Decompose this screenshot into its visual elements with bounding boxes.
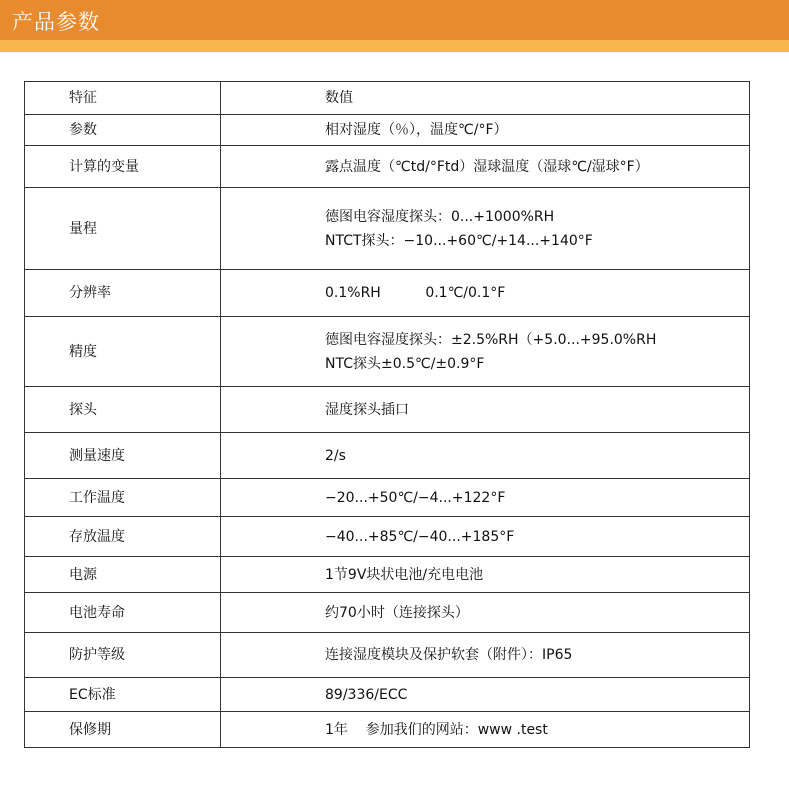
row-value: −20...+50℃/−4...+122°F (221, 479, 750, 517)
row-value: 1节9V块状电池/充电电池 (221, 557, 750, 593)
row-key: 保修期 (25, 712, 221, 748)
row-key: 探头 (25, 387, 221, 433)
table-row (25, 593, 750, 633)
row-value: 相对湿度（％），温度℃/°F） (221, 115, 750, 146)
row-value: 露点温度（℃td/°Ftd）湿球温度（湿球℃/湿球°F） (221, 146, 750, 188)
row-key: 特征 (25, 82, 221, 115)
row-key: 测量速度 (25, 433, 221, 479)
table-row (25, 557, 750, 593)
row-key: 计算的变量 (25, 146, 221, 188)
header-accent-bar (0, 40, 789, 52)
row-value: 1年 参加我们的网站：www .test (221, 712, 750, 748)
table-row (25, 188, 750, 270)
row-value: 数值 (221, 82, 750, 115)
row-value: 89/336/ECC (221, 678, 750, 712)
row-key: 参数 (25, 115, 221, 146)
row-value: 德图电容湿度探头：0...+1000%RH NTCT探头：−10...+60℃/+14...+140°F (221, 188, 750, 270)
spec-table (24, 81, 750, 748)
table-row (25, 115, 750, 146)
row-value: 约70小时（连接探头） (221, 593, 750, 633)
row-key: 工作温度 (25, 479, 221, 517)
table-row (25, 678, 750, 712)
row-key: 量程 (25, 188, 221, 270)
table-row (25, 712, 750, 748)
table-row (25, 479, 750, 517)
section-title: 产品参数 (12, 10, 100, 34)
section-header (0, 0, 789, 40)
row-key: 精度 (25, 317, 221, 387)
row-value: 0.1%RH 0.1℃/0.1°F (221, 270, 750, 317)
row-value: 2/s (221, 433, 750, 479)
table-row (25, 433, 750, 479)
table-row (25, 517, 750, 557)
row-key: EC标准 (25, 678, 221, 712)
row-key: 电池寿命 (25, 593, 221, 633)
row-key: 存放温度 (25, 517, 221, 557)
table-row (25, 270, 750, 317)
row-value: 德图电容湿度探头：±2.5%RH（+5.0...+95.0%RH NTC探头±0.5℃/±0.9°F (221, 317, 750, 387)
table-row (25, 82, 750, 115)
table-row (25, 146, 750, 188)
row-value: 湿度探头插口 (221, 387, 750, 433)
row-key: 电源 (25, 557, 221, 593)
row-value: −40...+85℃/−40...+185°F (221, 517, 750, 557)
table-row (25, 387, 750, 433)
table-row (25, 633, 750, 678)
row-key: 分辨率 (25, 270, 221, 317)
row-value: 连接湿度模块及保护软套（附件）：IP65 (221, 633, 750, 678)
row-key: 防护等级 (25, 633, 221, 678)
table-row (25, 317, 750, 387)
